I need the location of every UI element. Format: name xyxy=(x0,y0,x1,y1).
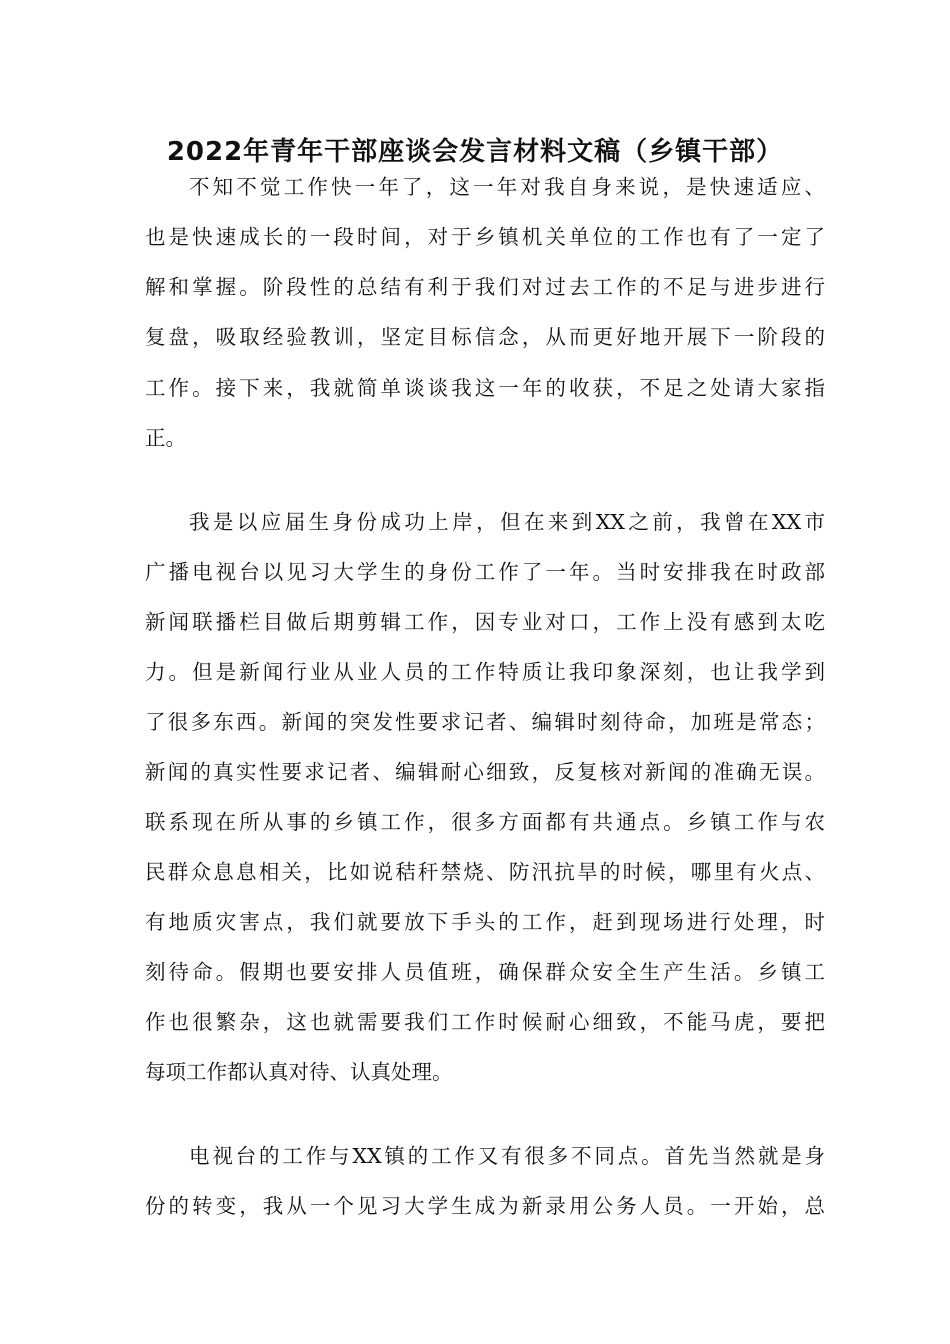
paragraph-2-line-10: 刻待命。假期也要安排人员值班，确保群众安全生产生活。乡镇工 xyxy=(145,960,825,984)
paragraph-2-line-1: 我是以应届生身份成功上岸，但在来到XX之前，我曾在XX市 xyxy=(189,510,825,534)
paragraph-2-line-2: 广播电视台以见习大学生的身份工作了一年。当时安排我在时政部 xyxy=(145,560,825,584)
paragraph-2-line-11: 作也很繁杂，这也就需要我们工作时候耐心细致，不能马虎，要把 xyxy=(145,1010,825,1034)
paragraph-2-line-4: 力。但是新闻行业从业人员的工作特质让我印象深刻，也让我学到 xyxy=(145,660,825,684)
paragraph-2-line-7: 联系现在所从事的乡镇工作，很多方面都有共通点。乡镇工作与农 xyxy=(145,810,825,834)
paragraph-1-line-4: 复盘，吸取经验教训，坚定目标信念，从而更好地开展下一阶段的 xyxy=(145,325,825,349)
paragraph-1-line-5: 工作。接下来，我就简单谈谈我这一年的收获，不足之处请大家指 xyxy=(145,376,825,400)
paragraph-1-line-3: 解和掌握。阶段性的总结有利于我们对过去工作的不足与进步进行 xyxy=(145,275,825,299)
paragraph-1-line-2: 也是快速成长的一段时间，对于乡镇机关单位的工作也有了一定了 xyxy=(145,225,825,249)
paragraph-1-line-6: 正。 xyxy=(145,426,186,450)
paragraph-1-line-1: 不知不觉工作快一年了，这一年对我自身来说，是快速适应、 xyxy=(189,175,825,199)
paragraph-2-line-3: 新闻联播栏目做后期剪辑工作，因专业对口，工作上没有感到太吃 xyxy=(145,610,825,634)
paragraph-2-line-6: 新闻的真实性要求记者、编辑耐心细致，反复核对新闻的准确无误。 xyxy=(145,760,825,784)
paragraph-2-line-9: 有地质灾害点，我们就要放下手头的工作，赶到现场进行处理，时 xyxy=(145,910,825,934)
paragraph-3-line-1: 电视台的工作与XX镇的工作又有很多不同点。首先当然就是身 xyxy=(189,1144,825,1168)
paragraph-2-line-8: 民群众息息相关，比如说秸秆禁烧、防汛抗旱的时候，哪里有火点、 xyxy=(145,860,825,884)
document-title: 2022年青年干部座谈会发言材料文稿（乡镇干部） xyxy=(166,137,784,167)
paragraph-3-line-2: 份的转变，我从一个见习大学生成为新录用公务人员。一开始，总 xyxy=(145,1194,825,1218)
paragraph-2-line-5: 了很多东西。新闻的突发性要求记者、编辑时刻待命，加班是常态； xyxy=(145,710,825,734)
paragraph-2-line-12: 每项工作都认真对待、认真处理。 xyxy=(145,1060,453,1084)
